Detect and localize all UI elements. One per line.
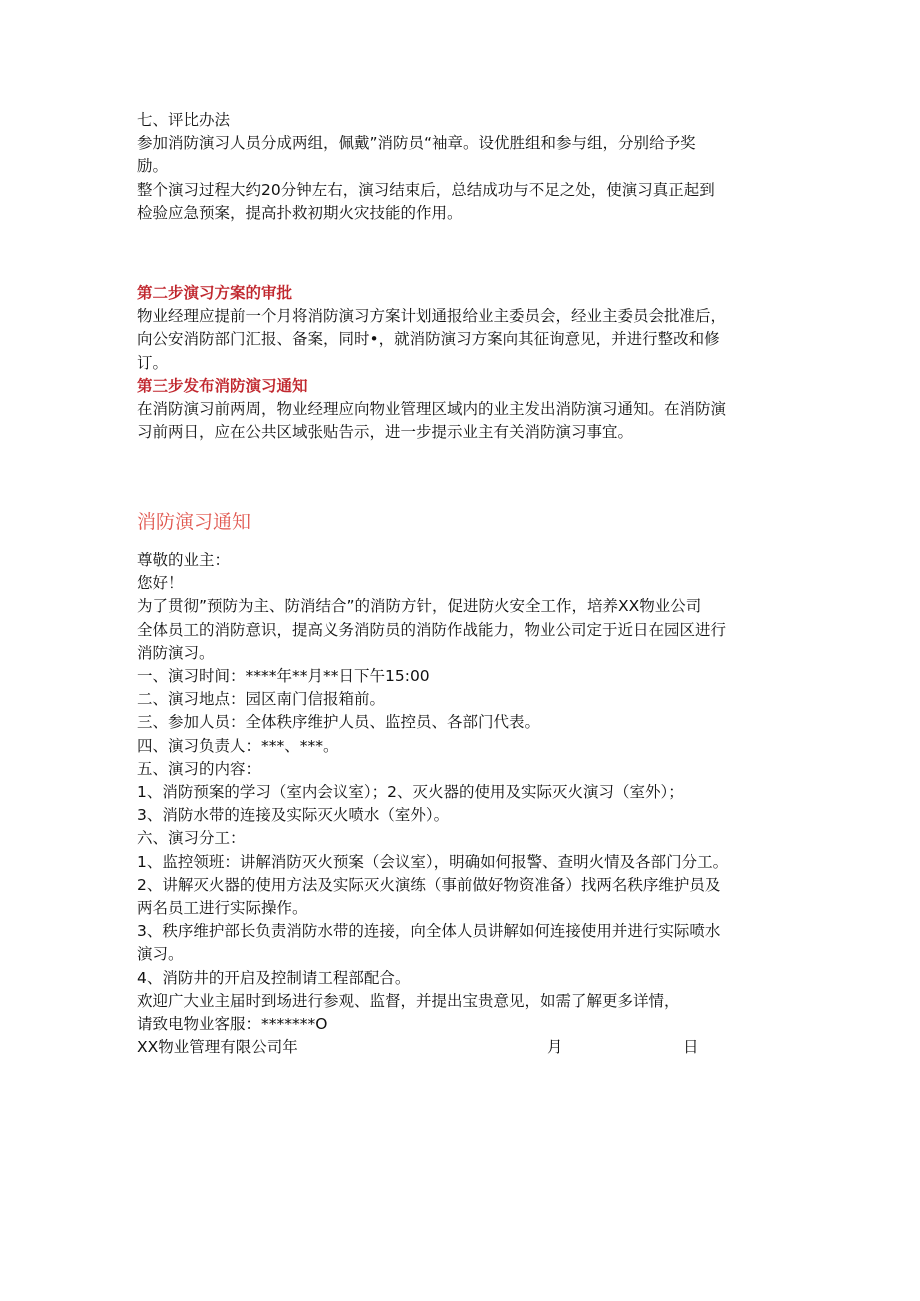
notice-line: 您好！	[137, 574, 184, 593]
notice-body	[137, 549, 797, 1059]
paragraph-line: 向公安消防部门汇报、备案，同时•，就消防演习方案向其征询意见，并进行整改和修	[137, 330, 720, 349]
notice-line: 1、消防预案的学习（室内会议室）；2、灭火器的使用及实际灭火演习（室外）；	[137, 783, 684, 802]
paragraph-line: 订。	[137, 353, 169, 372]
section-evaluation	[137, 109, 797, 225]
notice-line: 消防演习。	[137, 643, 215, 662]
section-approval	[137, 282, 797, 444]
notice-line: 全体员工的消防意识，提高义务消防员的消防作战能力，物业公司定于近日在园区进行	[137, 620, 727, 639]
step-heading: 第三步发布消防演习通知	[137, 376, 308, 395]
step-heading: 第二步演习方案的审批	[137, 284, 293, 302]
paragraph-line: 习前两日，应在公共区域张贴告示，进一步提示业主有关消防演习事宜。	[137, 423, 634, 442]
notice-line: 1、监控领班：讲解消防灭火预案（会议室），明确如何报警、查明火情及各部门分工。	[137, 852, 729, 871]
signature-month: 月	[547, 1038, 563, 1057]
signature-line	[137, 1036, 797, 1059]
notice-section	[137, 508, 797, 536]
notice-line: 为了贯彻”预防为主、防消结合”的消防方针，促进防火安全工作，培养XX物业公司	[137, 597, 702, 616]
notice-line: 一、演习时间：****年**月**日下午15:00	[137, 667, 430, 686]
notice-line: 四、演习负责人：***、***。	[137, 736, 339, 755]
notice-line: 4、消防井的开启及控制请工程部配合。	[137, 968, 411, 987]
paragraph-line: 整个演习过程大约20分钟左右，演习结束后，总结成功与不足之处，使演习真正起到	[137, 180, 715, 199]
paragraph-line: 检验应急预案，提高扑救初期火灾技能的作用。	[137, 203, 463, 222]
notice-line: 两名员工进行实际操作。	[137, 899, 308, 918]
notice-line: 3、秩序维护部长负责消防水带的连接，向全体人员讲解如何连接使用并进行实际喷水	[137, 922, 721, 941]
notice-line: 欢迎广大业主届时到场进行参观、监督，并提出宝贵意见，如需了解更多详情，	[137, 991, 680, 1010]
notice-line: 2、讲解灭火器的使用方法及实际灭火演练（事前做好物资准备）找两名秩序维护员及	[137, 875, 721, 894]
section-title: 七、评比办法	[137, 111, 231, 129]
paragraph-line: 物业经理应提前一个月将消防演习方案计划通报给业主委员会，经业主委员会批准后，	[137, 307, 727, 326]
signature-day: 日	[683, 1038, 699, 1057]
notice-title: 消防演习通知	[137, 511, 252, 533]
signature-company: XX物业管理有限公司年	[137, 1038, 298, 1057]
paragraph-line: 参加消防演习人员分成两组，佩戴”消防员“袖章。设优胜组和参与组，分别给予奖	[137, 134, 696, 153]
notice-line: 3、消防水带的连接及实际灭火喷水（室外）。	[137, 806, 450, 825]
notice-line: 二、演习地点：园区南门信报箱前。	[137, 690, 386, 709]
paragraph-line: 励。	[137, 157, 169, 176]
notice-line: 五、演习的内容：	[137, 759, 262, 778]
paragraph-line: 在消防演习前两周，物业经理应向物业管理区域内的业主发出消防演习通知。在消防演	[137, 400, 727, 419]
notice-line: 三、参加人员：全体秩序维护人员、监控员、各部门代表。	[137, 713, 541, 732]
notice-line: 尊敬的业主：	[137, 551, 231, 569]
notice-line: 请致电物业客服：*******O	[137, 1015, 328, 1034]
notice-line: 演习。	[137, 945, 184, 964]
notice-line: 六、演习分工：	[137, 829, 246, 848]
